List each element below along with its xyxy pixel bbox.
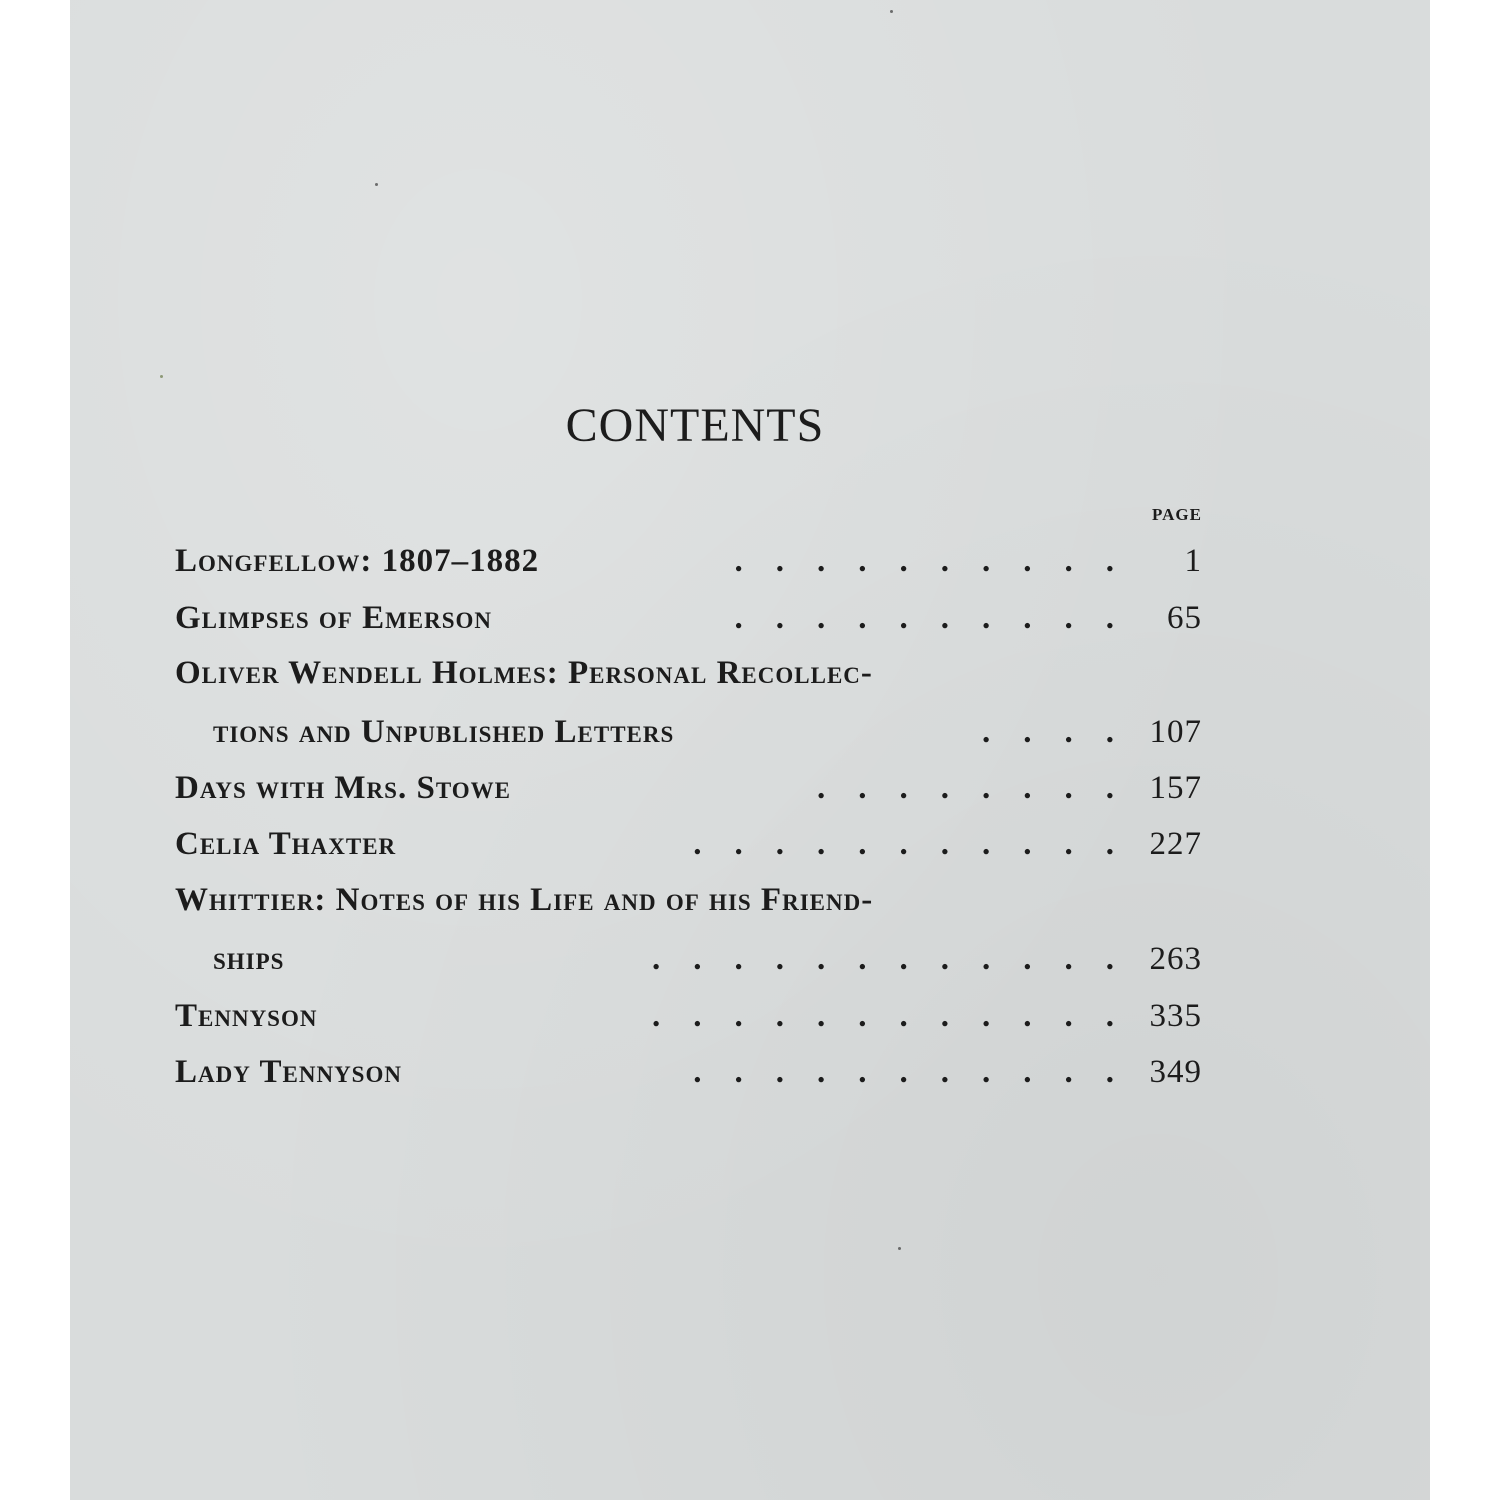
toc-entry-page: 65 xyxy=(1167,600,1202,636)
leader-dots: . . . . . . . . . . . . xyxy=(652,941,1114,977)
paper-speck xyxy=(890,10,893,13)
toc-entry-continuation[interactable] xyxy=(213,938,1202,978)
toc-entry[interactable] xyxy=(175,823,1202,863)
toc-entry-title: Days with Mrs. Stowe xyxy=(175,770,511,806)
leader-dots: . . . . . . . . . . . xyxy=(693,826,1114,862)
toc-entry[interactable] xyxy=(175,879,1202,919)
toc-entry-title: ships xyxy=(213,941,285,977)
leader-dots: . . . . . . . . . . . xyxy=(693,1054,1114,1090)
toc-entry-page: 157 xyxy=(1149,770,1202,806)
toc-entry[interactable] xyxy=(175,540,1202,580)
paper-speck xyxy=(160,375,163,378)
toc-entry[interactable] xyxy=(175,652,1202,692)
toc-entry[interactable] xyxy=(175,995,1202,1035)
book-page xyxy=(70,0,1430,1500)
toc-entry-title: Oliver Wendell Holmes: Personal Recollec- xyxy=(175,655,873,691)
toc-entry-title: Celia Thaxter xyxy=(175,826,397,862)
toc-entry-page: 107 xyxy=(1149,714,1202,750)
toc-entry-page: 335 xyxy=(1149,998,1202,1034)
leader-dots: . . . . . . . . . . xyxy=(734,543,1114,579)
paper-speck xyxy=(375,183,378,186)
toc-entry[interactable] xyxy=(175,767,1202,807)
toc-entry[interactable] xyxy=(175,1051,1202,1091)
toc-entry-title: Whittier: Notes of his Life and of his Friend- xyxy=(175,882,874,918)
paper-speck xyxy=(898,1247,901,1250)
leader-dots: . . . . xyxy=(982,714,1114,750)
toc-entry-page: 227 xyxy=(1149,826,1202,862)
page-column-label: PAGE xyxy=(1152,505,1202,524)
toc-entry-title: Longfellow: 1807–1882 xyxy=(175,543,540,579)
contents-heading: CONTENTS xyxy=(565,399,825,452)
leader-dots: . . . . . . . . xyxy=(817,770,1114,806)
toc-entry-title: Lady Tennyson xyxy=(175,1054,402,1090)
toc-entry[interactable] xyxy=(175,597,1202,637)
toc-entry-page: 263 xyxy=(1149,941,1202,977)
toc-entry-page: 349 xyxy=(1149,1054,1202,1090)
toc-entry-title: Glimpses of Emerson xyxy=(175,600,493,636)
leader-dots: . . . . . . . . . . xyxy=(734,600,1114,636)
toc-entry-page: 1 xyxy=(1184,543,1202,579)
leader-dots: . . . . . . . . . . . . xyxy=(652,998,1114,1034)
toc-entry-title: tions and Unpublished Letters xyxy=(213,714,675,750)
toc-entry-continuation[interactable] xyxy=(213,711,1202,751)
toc-entry-title: Tennyson xyxy=(175,998,318,1034)
